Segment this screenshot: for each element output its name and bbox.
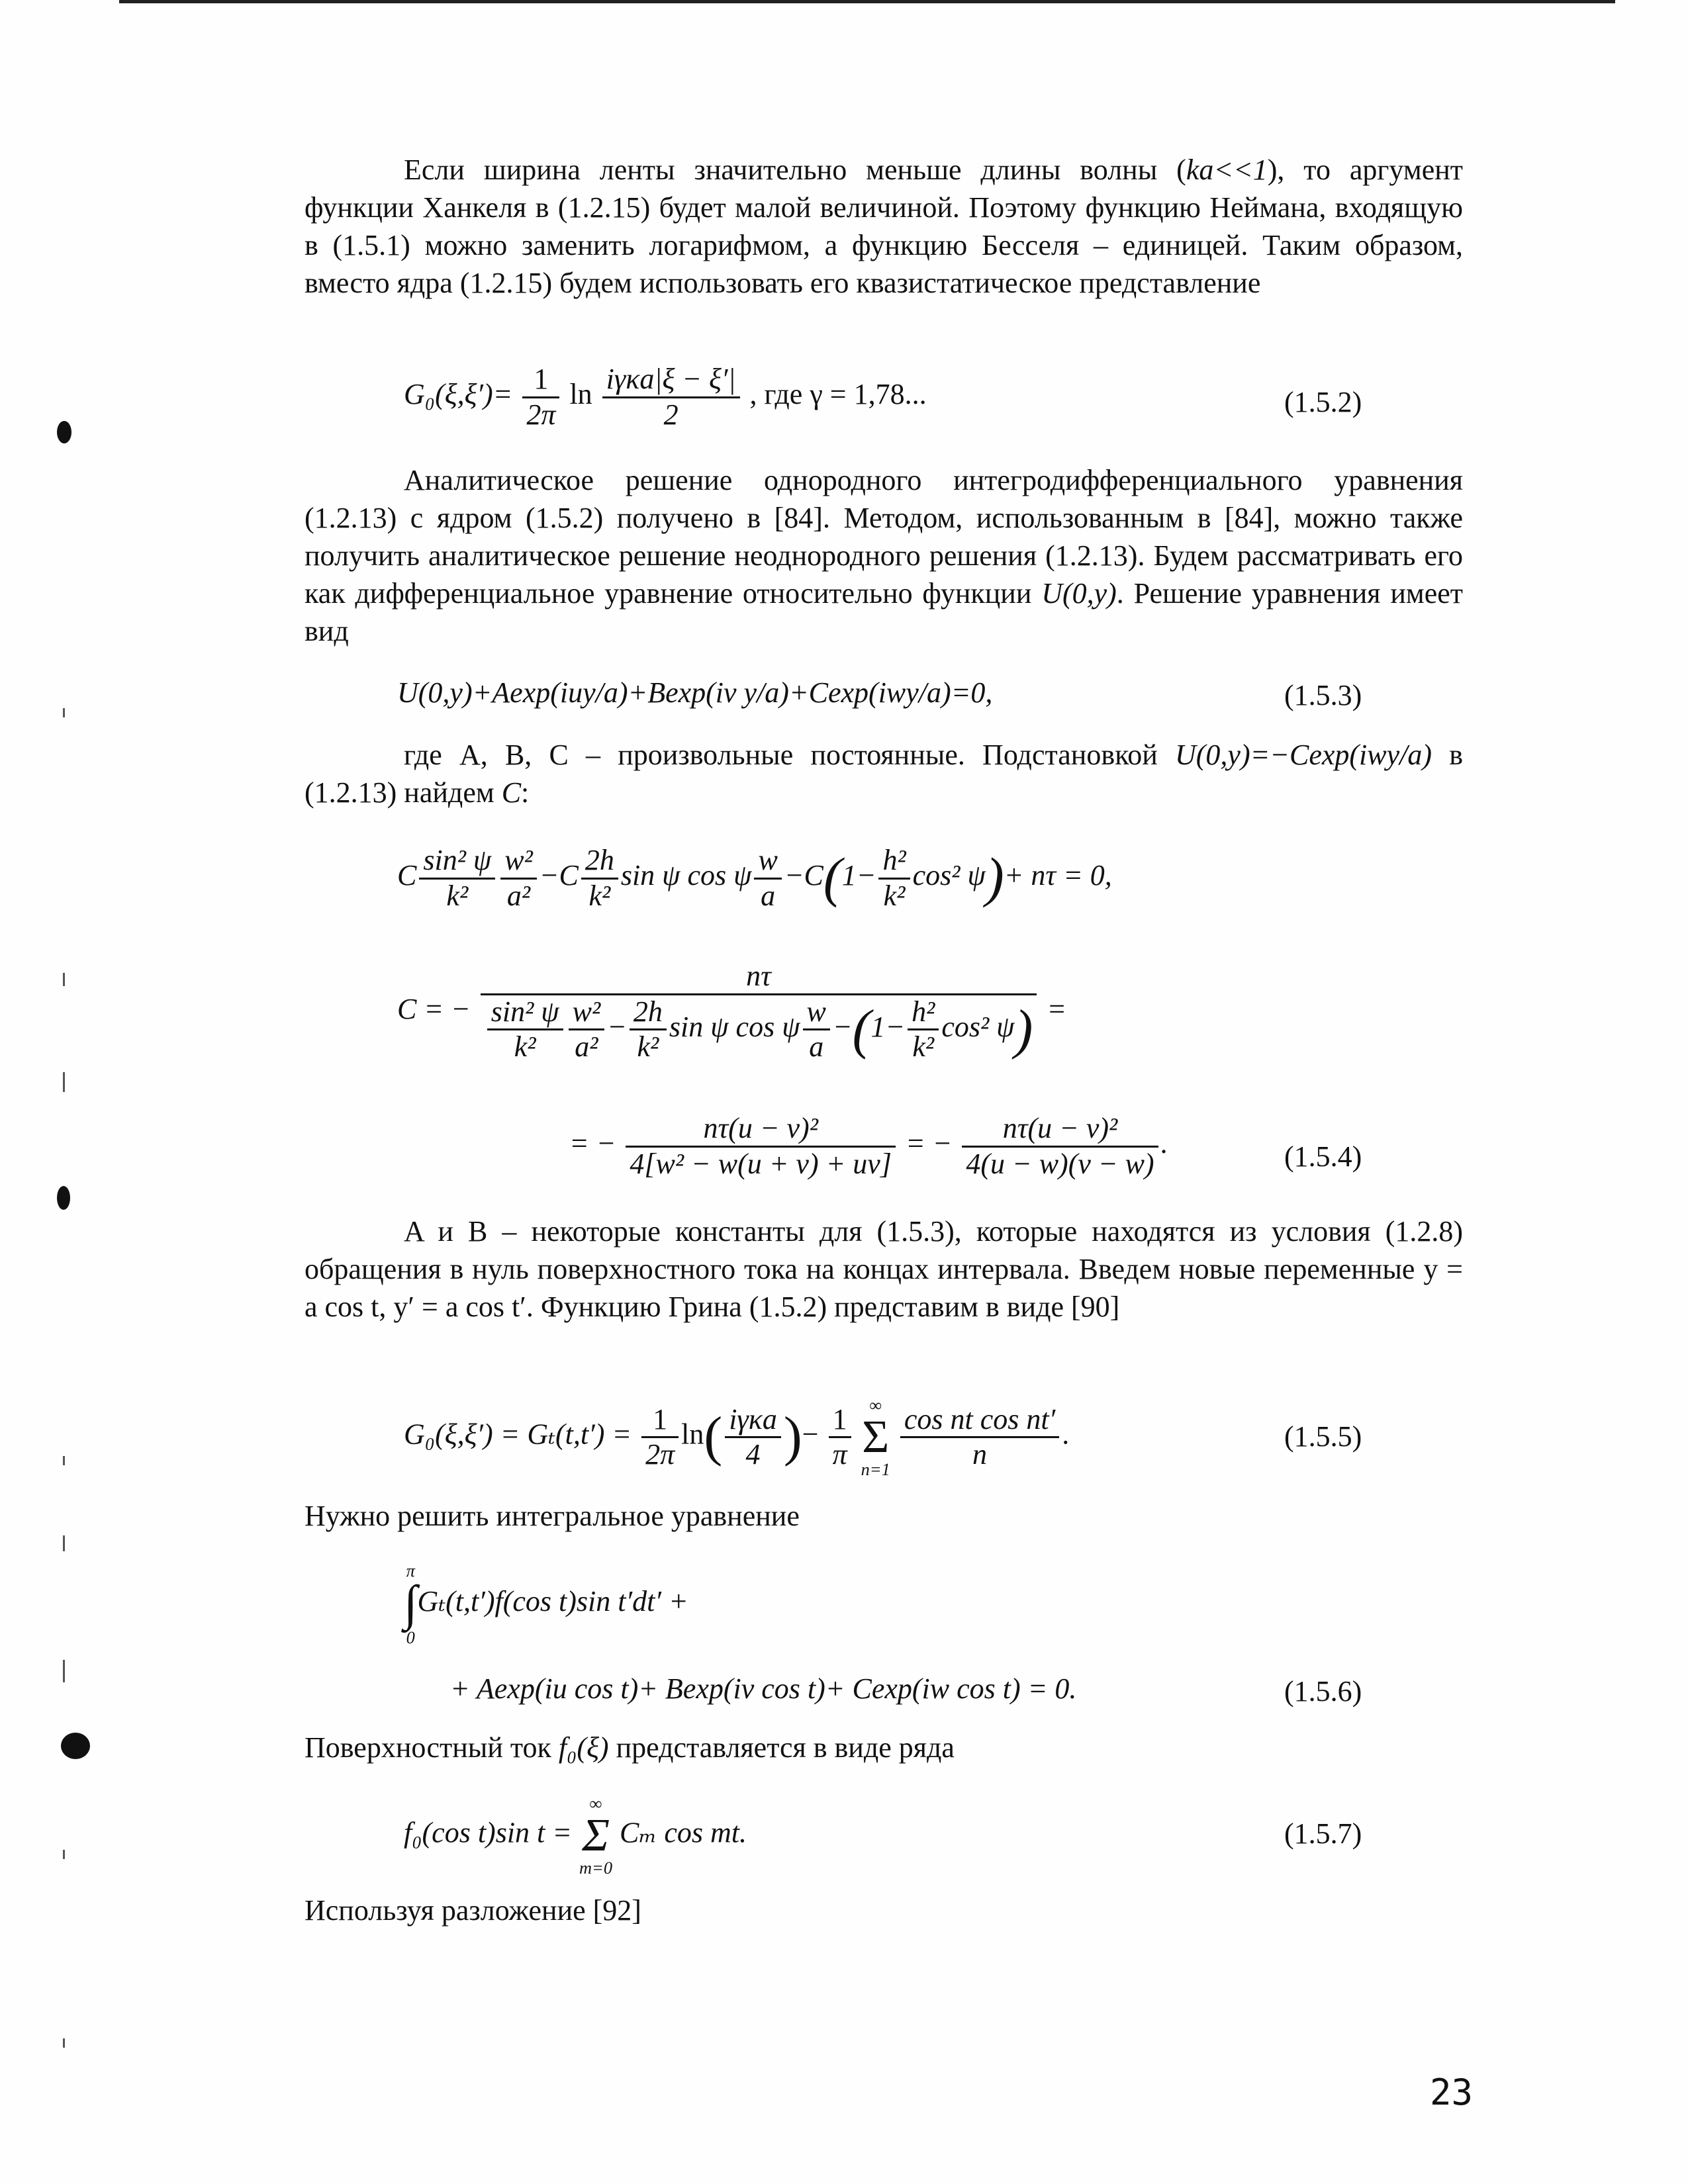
inline-formula-substitution: U(0,y)=−Cexp(iwy/a): [1174, 739, 1432, 771]
paragraph-3-text-c: :: [521, 776, 530, 809]
paragraph-6-text-b: представляется в виде ряда: [608, 1731, 955, 1764]
eq-1-5-2-fraction-1: $\frac{1}{2\pi}$: [522, 363, 559, 432]
paragraph-6: [305, 1729, 1463, 1766]
eq-c-trailing-equals: =: [1047, 992, 1067, 1025]
equation-c-solution: [397, 960, 1066, 1064]
eq-1-5-2-ln: ln: [569, 378, 592, 411]
equation-1-5-6-line-1: π ∫ 0 Gₜ(t,t′)f(cos t)sin t′dt′ +: [404, 1561, 688, 1648]
inline-formula-ka: ka<<1: [1186, 154, 1268, 186]
paragraph-3: [305, 736, 1463, 811]
scan-tick: [63, 1850, 65, 1859]
equation-c-condition: C $\frac{\text{sin² ψ}}{\text{k²}}$ $\frac{\text{w²}}{\text{a²}}$ −C $\frac{2h}{\text{k²}}$ sin ψ cos ψ $\frac{w}{a}$ −C(1− $\frac{\text{h²}}{\text{k²}}$ cos² ψ)+ nτ = 0,: [397, 844, 1112, 912]
equation-1-5-5: G₀(ξ,ξ′) = Gₜ(t,t′) = $\frac{1}{2\pi}$ ln( $\frac{\text{iγκa}}{4}$ )− $\frac{1}{\pi}$ ∞ Σ n=1 $\frac{\text{cos nt cos nt′}}{n}$ .: [404, 1395, 1070, 1479]
equation-number-1-5-4: (1.5.4): [1284, 1140, 1362, 1173]
equation-1-5-6-line-2: + Aexp(iu cos t)+ Bexp(iv cos t)+ Cexp(iw cos t) = 0.: [450, 1672, 1077, 1705]
top-border-rule: [119, 0, 1615, 3]
inline-formula-f0: f₀(ξ): [558, 1731, 609, 1764]
eq-c-lhs: C = −: [397, 992, 471, 1025]
paragraph-3-text-b: в (1.2.13) найдем: [305, 739, 1463, 809]
eq-1-5-2-fraction-2: $\frac{\text{iγκa|ξ − ξ′|}}{2}$: [602, 363, 740, 432]
equation-number-1-5-6: (1.5.6): [1284, 1675, 1362, 1707]
inline-formula-u0y: U(0,y): [1041, 577, 1117, 610]
paragraph-6-text-a: Поверхностный ток: [305, 1731, 559, 1764]
scan-tick: [63, 2038, 65, 2048]
paragraph-1: [305, 151, 1463, 302]
paragraph-2-text-a: Аналитическое решение однородного интегродифференциального уравнения (1.2.13) с ядром (1.5.2) получено в [84]. Методом, использованным в [84], можно также получить аналитическое решение неоднородного решения (1.2.13). Будем рассматривать его как дифференциальное уравнение относительно функции: [305, 464, 1463, 610]
paragraph-5: Нужно решить интегральное уравнение: [305, 1500, 800, 1532]
paragraph-4: A и B – некоторые константы для (1.5.3), которые находятся из условия (1.2.8) обращения в нуль поверхностного тока на концах интервала. Введем новые переменные y = a cos t, y′ = a cos t′. Функцию Грина (1.5.2) представим в виде [90]: [305, 1215, 1463, 1323]
scan-mark: [57, 421, 71, 443]
scan-tick: [63, 1660, 65, 1682]
scan-tick: [63, 708, 65, 717]
scan-mark: [61, 1733, 90, 1759]
equation-1-5-7: f₀(cos t)sin t = ∞ Σ m=0 Cₘ cos mt.: [404, 1794, 747, 1878]
paragraph-1-text-a: Если ширина ленты значительно меньше длины волны (: [404, 154, 1186, 186]
paragraph-3-text-a: где A, B, C – произвольные постоянные. Подстановкой: [404, 739, 1175, 771]
paragraph-2-text-b: . Решение уравнения имеет вид: [305, 577, 1464, 647]
equation-number-1-5-7: (1.5.7): [1284, 1817, 1362, 1850]
equation-number-1-5-2: (1.5.2): [1284, 386, 1362, 418]
eq-c-main-fraction: nτ $\frac{\text{sin² ψ}}{\text{k²}}$ $\frac{\text{w²}}{\text{a²}}$ − $\frac{2h}{\text{k²}}$ sin ψ cos ψ $\frac{w}{a}$ −(1− $\frac{\text{h²}}{\text{k²}}$ cos² ψ): [481, 960, 1037, 1064]
inline-formula-c: C: [501, 776, 522, 809]
equation-1-5-3: U(0,y)+Aexp(iuy/a)+Bexp(iv y/a)+Cexp(iwy/a)=0,: [397, 676, 993, 709]
scan-mark: [57, 1186, 70, 1210]
page-number: 23: [1430, 2071, 1474, 2113]
eq-1-5-2-condition: , где γ = 1,78...: [749, 378, 927, 411]
paragraph-1-text-b: ), то аргумент функции Ханкеля в (1.2.15) будет малой величиной. Поэтому функцию Неймана, входящую в (1.5.1) можно заменить логарифмом, а функцию Бесселя – единицей. Таким образом, вместо ядра (1.2.15) будем использовать его квазистатическое представление: [305, 154, 1464, 299]
equation-number-1-5-5: (1.5.5): [1284, 1420, 1362, 1453]
paragraph-7: Используя разложение [92]: [305, 1894, 641, 1927]
equation-1-5-2: [404, 363, 927, 432]
scan-tick: [63, 1456, 65, 1465]
scan-tick: [63, 1535, 65, 1551]
equation-1-5-4: = − $\frac{\text{nτ(u − v)²}}{\text{4[w² − w(u + v) + uv]}}$ = − $\frac{\text{nτ(u − v)²}}{4(u - w)(v - w)}$ .: [569, 1112, 1168, 1180]
paragraph-2: [305, 461, 1463, 650]
scan-tick: [63, 1072, 65, 1092]
equation-number-1-5-3: (1.5.3): [1284, 679, 1362, 711]
eq-1-5-2-lhs: G₀(ξ,ξ′)=: [404, 378, 513, 411]
scan-tick: [63, 973, 65, 986]
